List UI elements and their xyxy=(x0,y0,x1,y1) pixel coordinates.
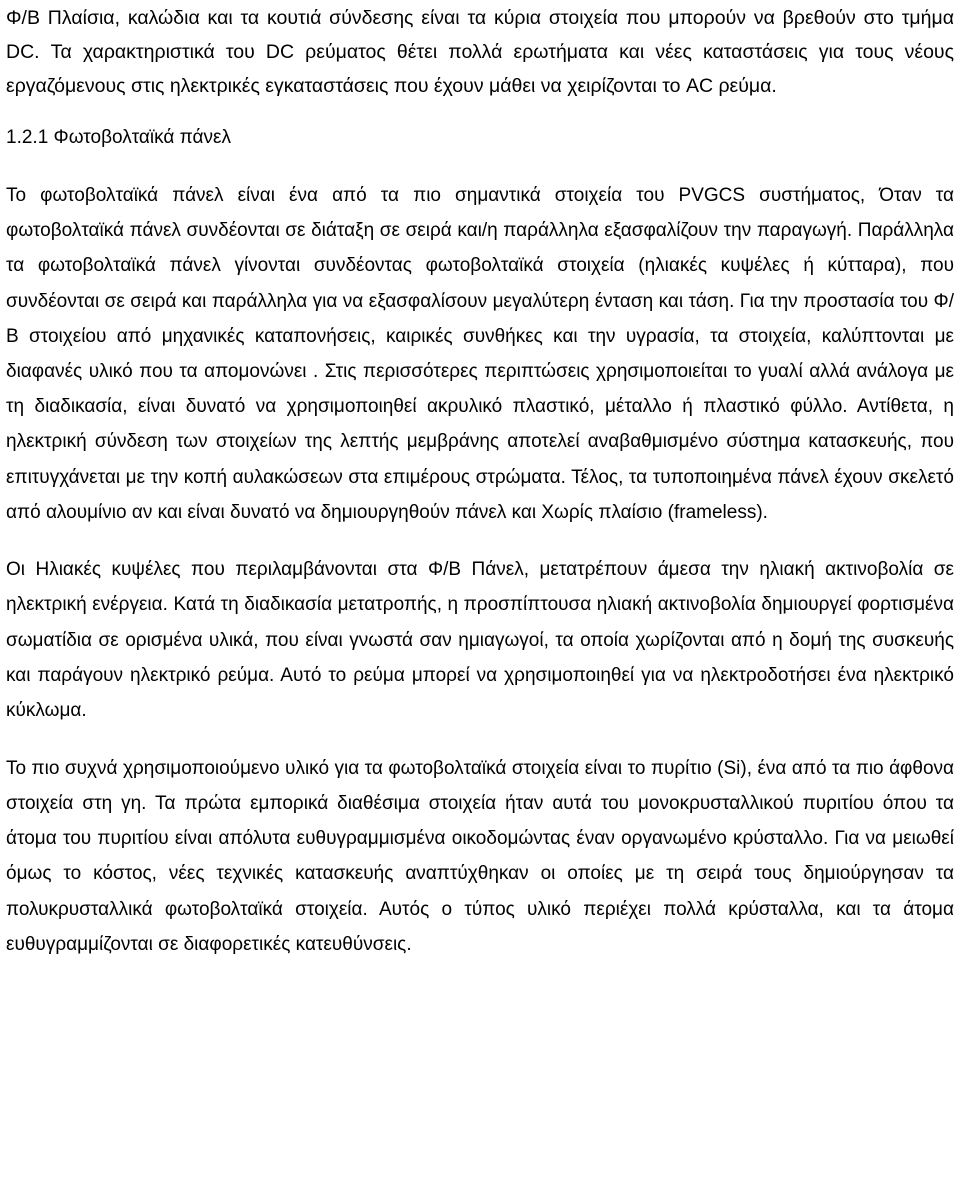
intro-paragraph: Φ/Β Πλαίσια, καλώδια και τα κουτιά σύνδεσης είναι τα κύρια στοιχεία που μπορούν να βρεθούν στο τμήμα DC. Τα χαρακτηριστικά του DC ρεύματος θέτει πολλά ερωτήματα και νέες καταστάσεις για τους νέους εργαζόμενους στις ηλεκτρικές εγκαταστάσεις που έχουν μάθει να χειρίζονται το AC ρεύμα. xyxy=(6,7,954,97)
silicon-paragraph: Το πιο συχνά χρησιμοποιούμενο υλικό για τα φωτοβολταϊκά στοιχεία είναι το πυρίτιο (Si), ένα από τα πιο άφθονα στοιχεία στη γη. Τα πρώτα εμπορικά διαθέσιμα στοιχεία ήταν αυτά του μονοκρυσταλλικού πυριτίου όπου τα άτομα του πυριτίου είναι απόλυτα ευθυγραμμισμένα οικοδομώντας έναν οργανωμένο κρύσταλλο. Για να μειωθεί όμως το κόστος, νέες τεχνικές κατασκευής αναπτύχθηκαν οι οποίες με τη σειρά τους δημιούργησαν τα πολυκρυσταλλικά φωτοβολταϊκά στοιχεία. Αυτός ο τύπος υλικό περιέχει πολλά κρύσταλλα, και τα άτομα ευθυγραμμίζονται σε διαφορετικές κατευθύνσεις. xyxy=(6,757,954,955)
panels-paragraph: Το φωτοβολταϊκά πάνελ είναι ένα από τα πιο σημαντικά στοιχεία του PVGCS συστήματος, Όταν τα φωτοβολταϊκά πάνελ συνδέονται σε διάταξη σε σειρά και/η παράλληλα εξασφαλίζουν την παραγωγή. Παράλληλα τα φωτοβολταϊκά πάνελ γίνονται συνδέοντας φωτοβολταϊκά στοιχεία (ηλιακές κυψέλες ή κύτταρα), που συνδέονται σε σειρά και παράλληλα για να εξασφαλίσουν μεγαλύτερη ένταση και τάση. Για την προστασία του Φ/Β στοιχείου από μηχανικές καταπονήσεις, καιρικές συνθήκες και την υγρασία, τα στοιχεία, καλύπτονται με διαφανές υλικό που τα απομονώνει . Στις περισσότερες περιπτώσεις χρησιμοποιείται το γυαλί αλλά ανάλογα με τη διαδικασία, είναι δυνατό να χρησιμοποιηθεί ακρυλικό πλαστικό, μέταλλο ή πλαστικό φύλλο. Αντίθετα, η ηλεκτρική σύνδεση των στοιχείων της λεπτής μεμβράνης αποτελεί αναβαθμισμένο σύστημα κατασκευής, που επιτυγχάνεται με την κοπή αυλακώσεων στα επιμέρους στρώματα. Τέλος, τα τυποποιημένα πάνελ έχουν σκελετό από αλουμίνιο αν και είναι δυνατό να δημιουργηθούν πάνελ και Χωρίς πλαίσιο (frameless). xyxy=(6,185,954,523)
cells-paragraph: Οι Ηλιακές κυψέλες που περιλαμβάνονται στα Φ/Β Πάνελ, μετατρέπουν άμεσα την ηλιακή ακτινοβολία σε ηλεκτρική ενέργεια. Κατά τη διαδικασία μετατροπής, η προσπίπτουσα ηλιακή ακτινοβολία δημιουργεί φορτισμένα σωματίδια σε ορισμένα υλικά, που είναι γνωστά σαν ημιαγωγοί, τα οποία χωρίζονται από η δομή της συσκευής και παράγουν ηλεκτρικό ρεύμα. Αυτό το ρεύμα μπορεί να χρησιμοποιηθεί για να ηλεκτροδοτήσει ένα ηλεκτρικό κύκλωμα. xyxy=(6,559,954,722)
section-heading: 1.2.1 Φωτοβολταϊκά πάνελ xyxy=(6,127,231,148)
